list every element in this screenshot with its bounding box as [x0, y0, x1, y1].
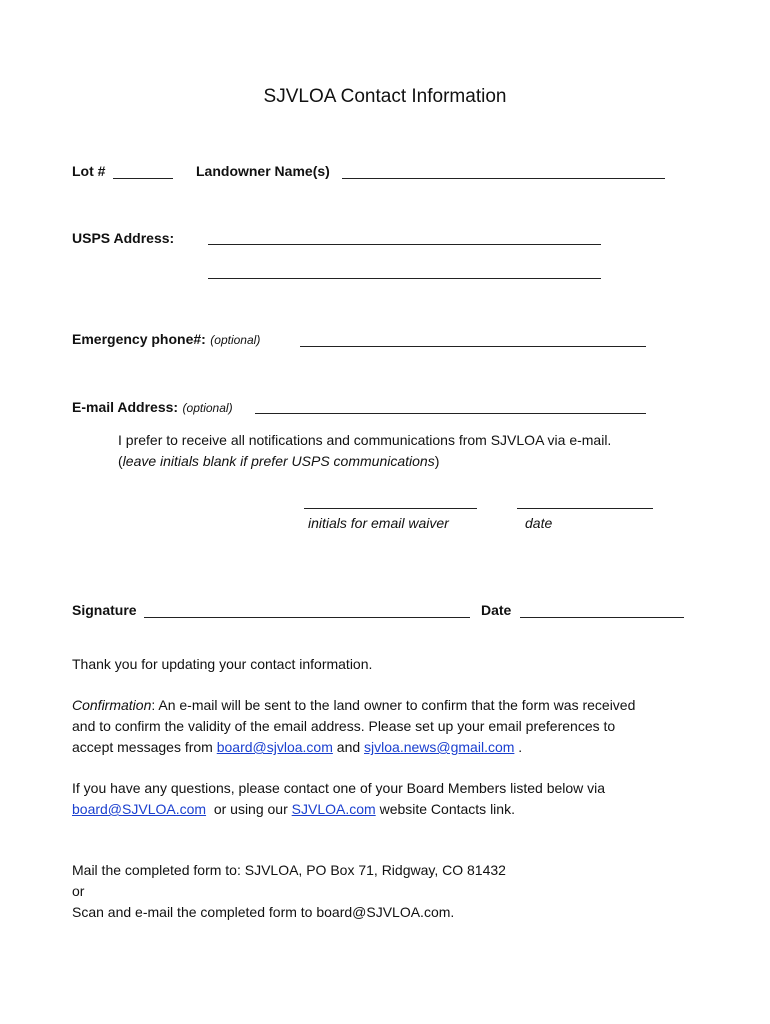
email-preference-note: (leave initials blank if prefer USPS communications) — [118, 453, 440, 469]
board-email-link[interactable]: board@sjvloa.com — [216, 739, 333, 755]
landowner-name-label: Landowner Name(s) — [196, 163, 330, 179]
questions-line-2: board@SJVLOA.com or using our SJVLOA.com website Contacts link. — [72, 801, 515, 817]
emergency-phone-label: Emergency phone#: — [72, 331, 206, 347]
date-label: Date — [481, 602, 512, 618]
news-email-link[interactable]: sjvloa.news@gmail.com — [364, 739, 515, 755]
email-optional-note: (optional) — [182, 401, 233, 415]
waiver-date-caption: date — [525, 515, 553, 531]
usps-address-label: USPS Address: — [72, 230, 175, 246]
confirmation-paragraph — [72, 695, 635, 758]
usps-address-line-2[interactable] — [208, 278, 601, 279]
date-input-line[interactable] — [520, 617, 684, 618]
confirmation-line-3: accept messages from board@sjvloa.com and sjvloa.news@gmail.com . — [72, 739, 523, 755]
confirmation-label: Confirmation — [72, 697, 152, 713]
lot-input-line[interactable] — [113, 178, 173, 179]
lot-label: Lot # — [72, 163, 106, 179]
waiver-date-input-line[interactable] — [517, 508, 653, 509]
page-title: SJVLOA Contact Information — [263, 86, 507, 107]
emergency-phone-input-line[interactable] — [300, 346, 646, 347]
questions-paragraph — [72, 778, 605, 820]
mail-instructions — [72, 860, 506, 923]
email-address-label-group — [72, 399, 233, 417]
confirmation-line-2: and to confirm the validity of the email address. Please set up your email preferences to — [72, 718, 616, 734]
mail-line-1: Mail the completed form to: SJVLOA, PO Box 71, Ridgway, CO 81432 — [72, 862, 506, 878]
landowner-name-input-line[interactable] — [342, 178, 665, 179]
initials-input-line[interactable] — [304, 508, 477, 509]
website-link[interactable]: SJVLOA.com — [291, 801, 376, 817]
email-preference-statement: I prefer to receive all notifications and communications from SJVLOA via e-mail. — [118, 432, 612, 448]
questions-line-1: If you have any questions, please contact one of your Board Members listed below via — [72, 780, 606, 796]
initials-caption: initials for email waiver — [308, 515, 449, 531]
mail-line-3: Scan and e-mail the completed form to board@SJVLOA.com. — [72, 904, 455, 920]
confirmation-line-1: Confirmation: An e-mail will be sent to the land owner to confirm that the form was received — [72, 697, 636, 713]
email-address-label: E-mail Address: — [72, 399, 179, 415]
emergency-phone-label-group — [72, 331, 260, 349]
thank-you-text: Thank you for updating your contact information. — [72, 656, 373, 672]
mail-line-2: or — [72, 883, 85, 899]
signature-label: Signature — [72, 602, 137, 618]
board-contact-link[interactable]: board@SJVLOA.com — [72, 801, 207, 817]
usps-address-line-1[interactable] — [208, 244, 601, 245]
signature-input-line[interactable] — [144, 617, 470, 618]
email-address-input-line[interactable] — [255, 413, 646, 414]
phone-optional-note: (optional) — [210, 333, 261, 347]
